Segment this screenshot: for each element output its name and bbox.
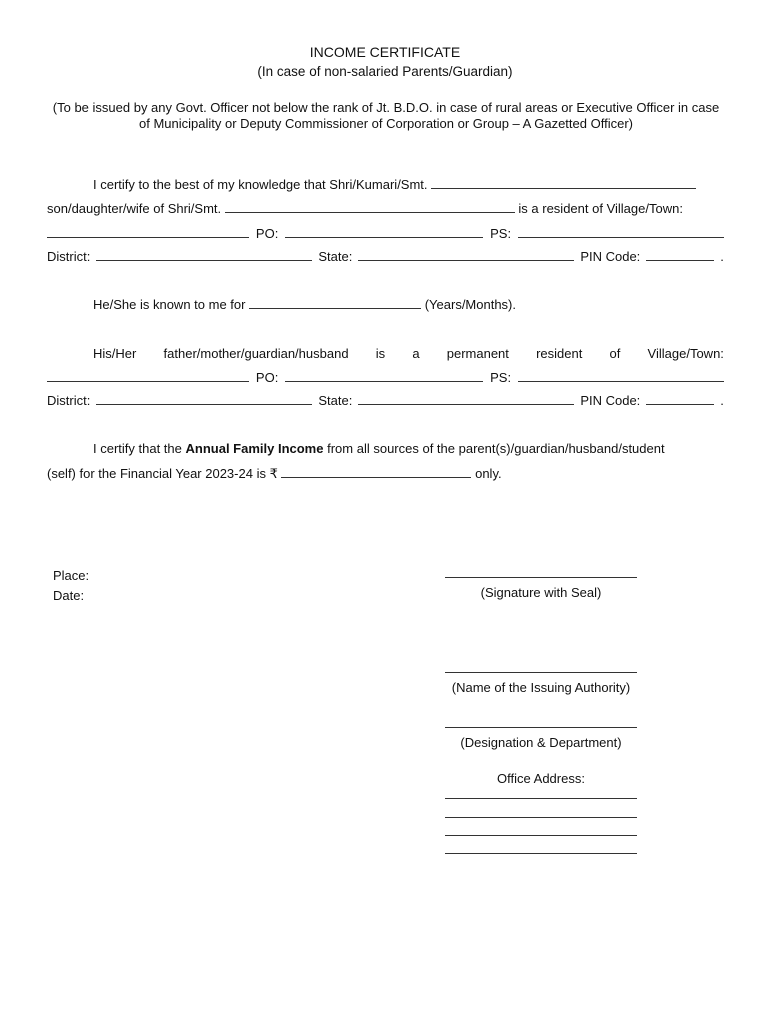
village-blank[interactable] [47, 226, 249, 238]
para3-line2: PO: PS: [47, 370, 724, 386]
office-address-line-1[interactable] [445, 798, 637, 799]
para3-word: father/mother/guardian/husband [163, 346, 349, 361]
para3-word: resident [536, 346, 583, 361]
issuing-authority-line[interactable] [445, 672, 637, 673]
date-label: Date: [53, 588, 85, 603]
para3-word: Village/Town: [647, 346, 724, 361]
duration-blank[interactable] [249, 297, 421, 309]
signature-line[interactable] [445, 577, 637, 578]
ps-blank[interactable] [518, 226, 724, 238]
issuing-note: (To be issued by any Govt. Officer not below the rank of Jt. B.D.O. in case of rural areas or Executive Officer in case of Municipality or Deputy Commissioner of Corporation or Group – A Gazetted Officer) [52, 100, 720, 131]
perm-ps-blank[interactable] [518, 370, 724, 382]
para1-line4: District: State: PIN Code: . [47, 249, 724, 264]
state-blank[interactable] [358, 249, 574, 261]
issuing-authority-label: (Name of the Issuing Authority) [451, 680, 631, 695]
signature-block [440, 565, 642, 600]
para3-line3: District: State: PIN Code: . [47, 393, 724, 408]
designation-block [440, 715, 642, 750]
para3-word: of [609, 346, 621, 361]
designation-line[interactable] [445, 727, 637, 728]
para3-word: is [375, 346, 386, 361]
para1-line3: PO: PS: [47, 226, 724, 242]
designation-label: (Designation & Department) [460, 735, 622, 750]
office-address-block [440, 771, 642, 854]
name-blank[interactable] [431, 177, 696, 189]
perm-village-blank[interactable] [47, 370, 249, 382]
para2-line1: He/She is known to me for (Years/Months). [93, 297, 516, 312]
signature-label: (Signature with Seal) [480, 585, 602, 600]
po-blank[interactable] [285, 226, 483, 238]
para3-word: permanent [446, 346, 509, 361]
pin-blank[interactable] [646, 249, 714, 261]
para3-line1 [93, 346, 724, 362]
office-address-line-3[interactable] [445, 835, 637, 836]
office-address-line-4[interactable] [445, 853, 637, 854]
para4-line1: I certify that the Annual Family Income from all sources of the parent(s)/guardian/husband/student [93, 441, 665, 456]
parent-name-blank[interactable] [225, 201, 515, 213]
para1-line1: I certify to the best of my knowledge that Shri/Kumari/Smt. [47, 177, 724, 193]
para4-line2: (self) for the Financial Year 2023-24 is ₹ only. [47, 466, 502, 481]
para3-word: His/Her [93, 346, 137, 361]
district-blank[interactable] [96, 249, 312, 261]
para1-line2: son/daughter/wife of Shri/Smt. is a resident of Village/Town: [47, 201, 683, 216]
income-amount-blank[interactable] [281, 466, 471, 478]
issuing-authority-block [440, 660, 642, 695]
office-address-line-2[interactable] [445, 817, 637, 818]
certificate-title: INCOME CERTIFICATE [309, 44, 461, 60]
office-address-label: Office Address: [497, 771, 585, 786]
annual-family-income-emphasis: Annual Family Income [185, 441, 324, 456]
para3-word: a [412, 346, 420, 361]
perm-district-blank[interactable] [96, 393, 312, 405]
place-label: Place: [53, 568, 90, 583]
perm-pin-blank[interactable] [646, 393, 714, 405]
perm-po-blank[interactable] [285, 370, 483, 382]
certificate-subtitle: (In case of non-salaried Parents/Guardian) [257, 64, 513, 79]
perm-state-blank[interactable] [358, 393, 574, 405]
